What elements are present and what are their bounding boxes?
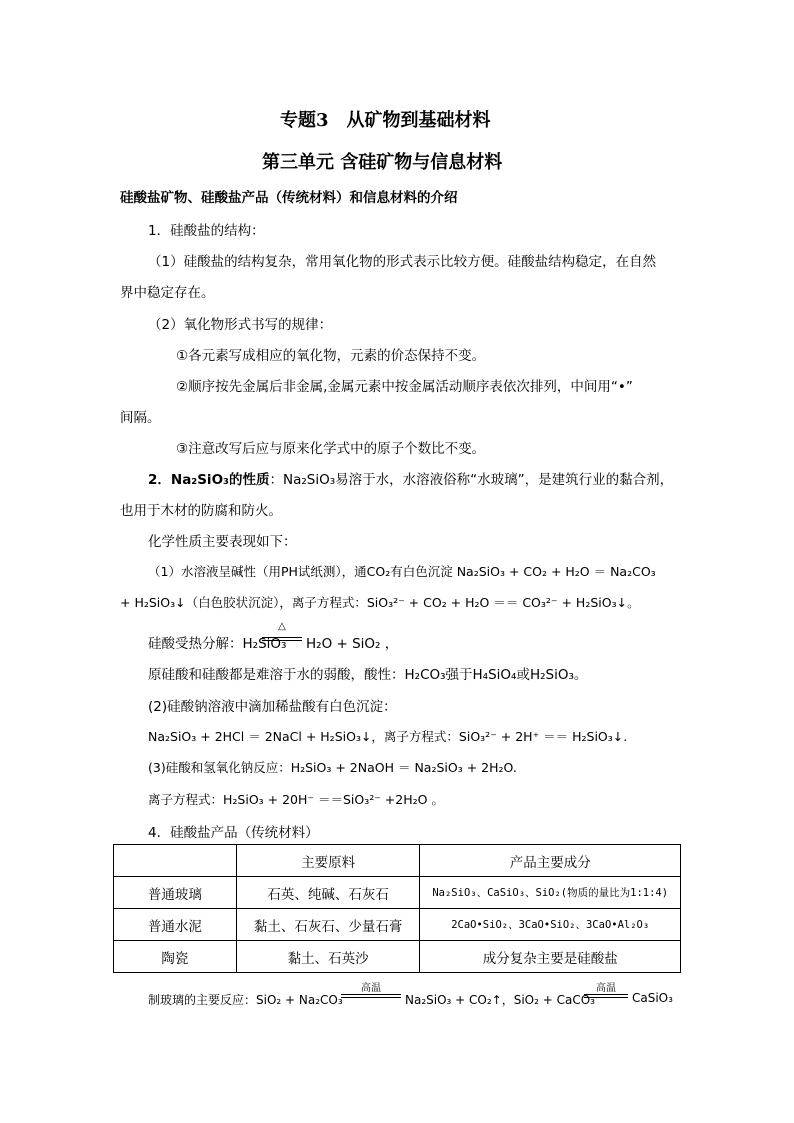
- glass-reaction-left: 制玻璃的主要反应：SiO₂ + Na₂CO₃: [148, 993, 343, 1007]
- item-2-line2: 也用于木材的防腐和防火。: [120, 503, 282, 519]
- reaction-3-ionic: 离子方程式：H₂SiO₃ + 20H⁻ ＝＝SiO₃²⁻ +2H₂O 。: [148, 792, 444, 807]
- reaction-3: (3)硅酸和氢氧化钠反应：H₂SiO₃ + 2NaOH ＝ Na₂SiO₃ + 2H₂O.: [148, 760, 517, 775]
- item-2-line1: [148, 468, 673, 488]
- unit-title: 第三单元 含硅矿物与信息材料: [262, 152, 503, 173]
- rule-2-line1: ②顺序按先金属后非金属,金属元素中按金属活动顺序表依次排列，中间用“•”: [176, 379, 633, 395]
- page-title: 专题3 从矿物到基础材料: [280, 110, 491, 131]
- rule-1: ①各元素写成相应的氧化物，元素的价态保持不变。: [176, 348, 486, 364]
- table-row: [114, 941, 681, 973]
- table-header-cell: 产品主要成分: [420, 845, 681, 877]
- heat-decomposition-left: 硅酸受热分解：H₂SiO₃: [148, 636, 287, 652]
- table-cell: 2CaO•SiO₂、3CaO•SiO₂、3CaO•Al₂O₃: [420, 909, 681, 941]
- rule-3: ③注意改写后应与原来化学式中的原子个数比不变。: [176, 441, 486, 457]
- heat-decomposition-right: H₂O + SiO₂ ，: [306, 636, 399, 652]
- glass-condition-arrow-2: [584, 980, 628, 1004]
- table-cell: 普通玻璃: [114, 877, 237, 909]
- rule-2-line2: 间隔。: [120, 410, 161, 426]
- table-row: [114, 909, 681, 941]
- table-cell: 普通水泥: [114, 909, 237, 941]
- item-1-heading: 1．硅酸盐的结构：: [148, 223, 265, 239]
- table-cell: Na₂SiO₃、CaSiO₃、SiO₂(物质的量比为1:1:4): [420, 877, 681, 909]
- section-heading: 硅酸盐矿物、硅酸盐产品（传统材料）和信息材料的介绍: [120, 190, 458, 206]
- heat-condition-arrow: [262, 622, 302, 646]
- glass-reaction-middle: Na₂SiO₃ + CO₂↑，SiO₂ + CaCO₃: [405, 993, 595, 1007]
- table-cell: 石英、纯碱、石灰石: [236, 877, 420, 909]
- table-cell: 成分复杂主要是硅酸盐: [420, 941, 681, 973]
- table-header-cell: 主要原料: [236, 845, 420, 877]
- chem-intro: 化学性质主要表现如下：: [148, 534, 297, 550]
- glass-condition-arrow-1: [341, 980, 401, 1004]
- glass-condition-label-1: 高温: [361, 983, 381, 994]
- item-4-heading: 4．硅酸盐产品（传统材料）: [148, 825, 319, 841]
- item-2-label: 2．Na₂SiO₃的性质: [148, 472, 270, 488]
- reaction-1-line2: + H₂SiO₃↓（白色胶状沉淀），离子方程式：SiO₃²⁻ + CO₂ + H₂O ＝＝ CO₃²⁻ + H₂SiO₃↓。: [120, 595, 640, 610]
- reaction-1-line1: （1）水溶液呈碱性（用PH试纸测），通CO₂有白色沉淀 Na₂SiO₃ + CO₂ + H₂O ＝ Na₂CO₃: [148, 564, 656, 579]
- item-1-paragraph-line1: （1）硅酸盐的结构复杂，常用氧化物的形式表示比较方便。硅酸盐结构稳定，在自然: [148, 254, 657, 270]
- item-1-paragraph-line2: 界中稳定存在。: [120, 285, 215, 301]
- table-row: [114, 877, 681, 909]
- table-cell: 陶瓷: [114, 941, 237, 973]
- reaction-2-equation: Na₂SiO₃ + 2HCl ＝ 2NaCl + H₂SiO₃↓，离子方程式：SiO₃²⁻ + 2H⁺ ＝＝ H₂SiO₃↓.: [148, 729, 628, 744]
- table-header-cell: [114, 845, 237, 877]
- table-header-row: [114, 845, 681, 877]
- table-cell: 黏土、石英沙: [236, 941, 420, 973]
- silicate-products-table: [113, 844, 681, 973]
- table-cell: 黏土、石灰石、少量石膏: [236, 909, 420, 941]
- item-2-text: ：Na₂SiO₃易溶于水，水溶液俗称“水玻璃”，是建筑行业的黏合剂，: [269, 472, 674, 488]
- glass-condition-label-2: 高温: [596, 983, 616, 994]
- acidity-note: 原硅酸和硅酸都是难溶于水的弱酸，酸性：H₂CO₃强于H₄SiO₄或H₂SiO₃。: [148, 667, 588, 683]
- heat-condition-label: △: [278, 621, 286, 632]
- reaction-2-heading: (2)硅酸钠溶液中滴加稀盐酸有白色沉淀：: [148, 699, 397, 715]
- item-1-subheading: （2）氧化物形式书写的规律：: [148, 317, 333, 333]
- glass-reaction-right: CaSiO₃: [632, 991, 673, 1005]
